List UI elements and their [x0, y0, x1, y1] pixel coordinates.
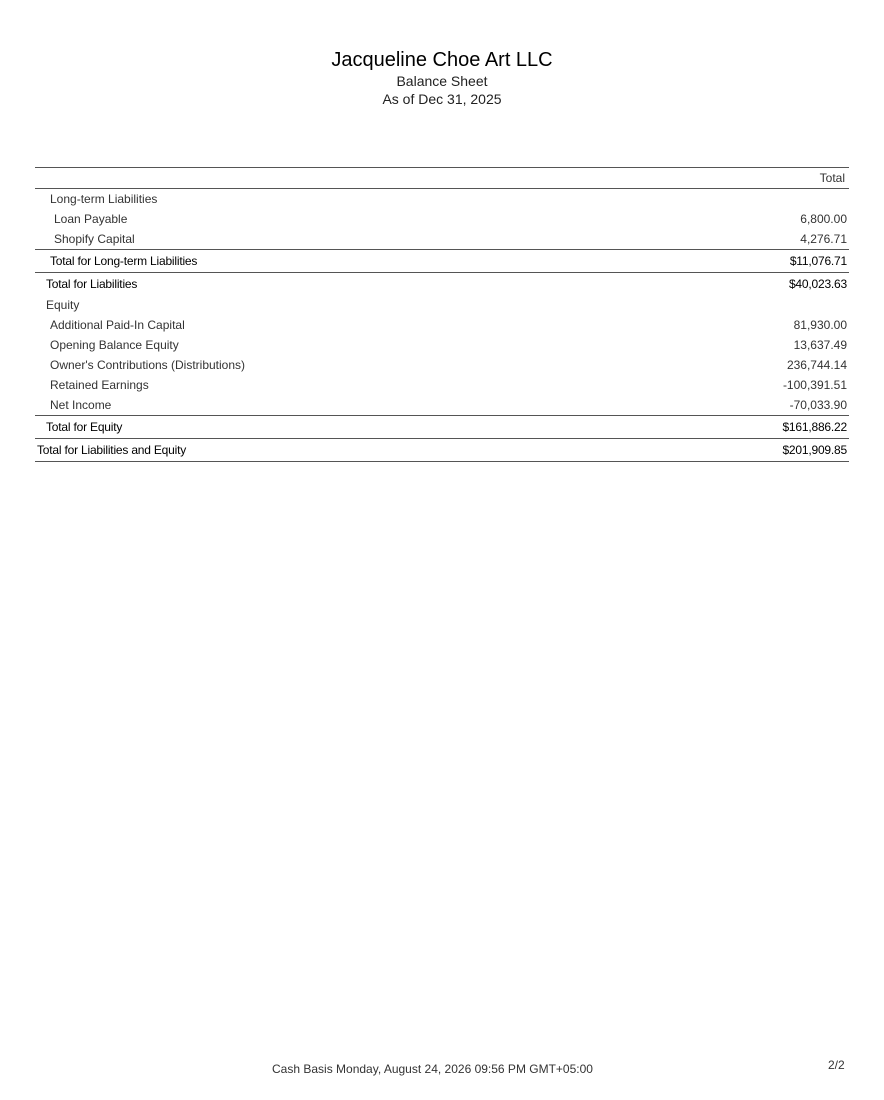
- total-label: Total for Liabilities: [46, 277, 138, 291]
- row-label: Additional Paid-In Capital: [50, 318, 185, 332]
- row-label: Opening Balance Equity: [50, 338, 179, 352]
- column-header-row: [35, 167, 849, 189]
- column-header-total: Total: [819, 171, 845, 185]
- table-row: [35, 355, 849, 375]
- table-row: [35, 229, 849, 249]
- report-date-range: As of Dec 31, 2025: [382, 91, 502, 107]
- company-name: Jacqueline Choe Art LLC: [331, 49, 553, 71]
- row-amount: 236,744.14: [786, 358, 847, 372]
- total-row-liabilities-and-equity: [35, 438, 849, 462]
- row-label: Owner's Contributions (Distributions): [50, 358, 246, 372]
- row-label: Loan Payable: [54, 212, 128, 226]
- balance-sheet-table: [35, 167, 849, 462]
- total-amount: $201,909.85: [782, 443, 847, 457]
- row-label: Net Income: [50, 398, 112, 412]
- page-indicator: 2/2: [828, 1058, 845, 1072]
- total-row-long-term-liabilities: [35, 249, 849, 272]
- table-row: [35, 335, 849, 355]
- row-amount: 6,800.00: [800, 212, 847, 226]
- row-amount: 13,637.49: [793, 338, 847, 352]
- total-label: Total for Equity: [46, 420, 123, 434]
- section-label-equity: [35, 295, 849, 315]
- total-row-liabilities: [35, 272, 849, 295]
- row-label: Shopify Capital: [54, 232, 135, 246]
- total-amount: $40,023.63: [788, 277, 847, 291]
- row-label: Retained Earnings: [50, 378, 149, 392]
- total-amount: $161,886.22: [782, 420, 847, 434]
- total-label: Total for Long-term Liabilities: [50, 254, 198, 268]
- total-row-equity: [35, 415, 849, 438]
- report-title: Balance Sheet: [396, 73, 488, 89]
- table-row: [35, 315, 849, 335]
- table-row: [35, 395, 849, 415]
- table-row: [35, 375, 849, 395]
- row-amount: -70,033.90: [789, 398, 847, 412]
- row-amount: 4,276.71: [800, 232, 847, 246]
- total-amount: $11,076.71: [789, 254, 847, 268]
- row-amount: 81,930.00: [793, 318, 847, 332]
- section-label-long-term-liabilities: [35, 189, 849, 209]
- footer-basis-timestamp: Cash Basis Monday, August 24, 2026 09:56 PM GMT+05:00: [272, 1062, 593, 1076]
- report-header: [0, 48, 884, 108]
- section-label: Equity: [46, 298, 80, 312]
- section-label: Long-term Liabilities: [50, 192, 158, 206]
- row-amount: -100,391.51: [782, 378, 847, 392]
- total-label: Total for Liabilities and Equity: [37, 443, 187, 457]
- table-row: [35, 209, 849, 229]
